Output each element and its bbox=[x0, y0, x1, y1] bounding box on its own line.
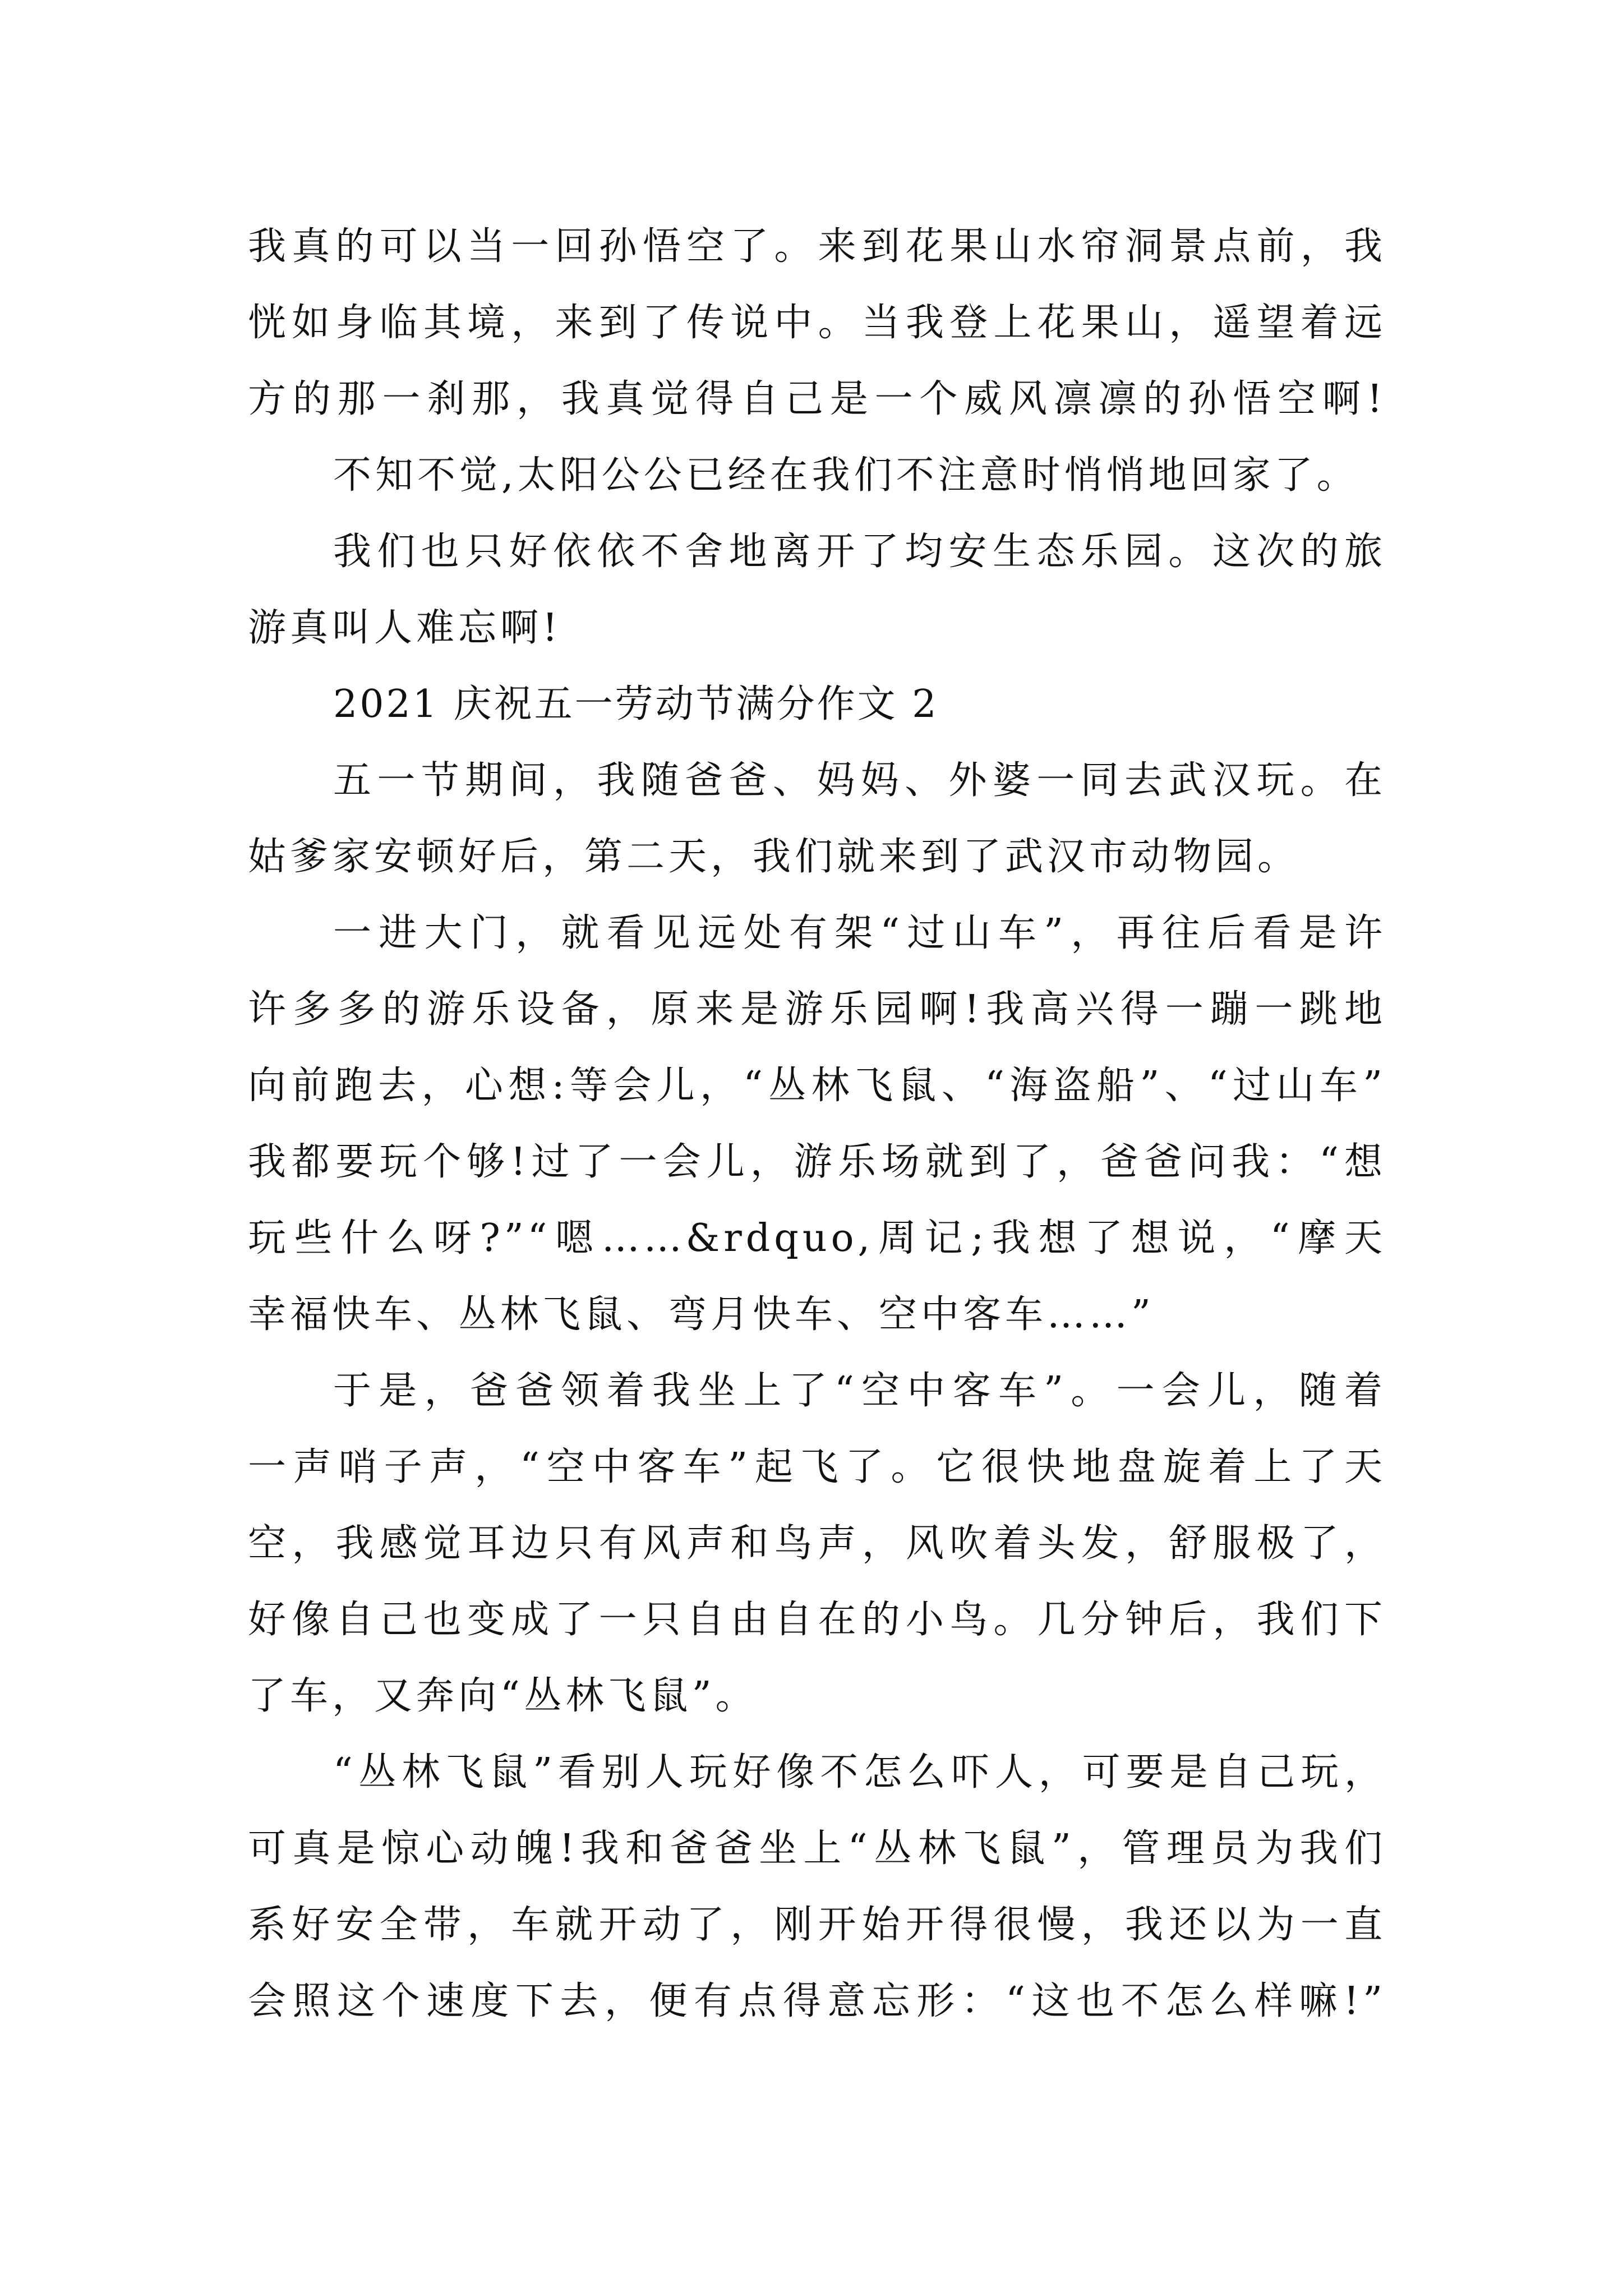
text-line: 不知不觉,太阳公公已经在我们不注意时悄悄地回家了。 bbox=[333, 453, 1359, 498]
text-line: 游真叫人难忘啊! bbox=[248, 606, 562, 650]
text-line: 于是，爸爸领着我坐上了“空中客车”。一会儿，随着 bbox=[333, 1369, 1386, 1413]
text-line: 方的那一刹那，我真觉得自己是一个威风凛凛的孙悟空啊! bbox=[248, 377, 1386, 421]
text-line: 我们也只好依依不舍地离开了均安生态乐园。这次的旅 bbox=[333, 530, 1386, 574]
text-line: 空，我感觉耳边只有风声和鸟声，风吹着头发，舒服极了， bbox=[248, 1521, 1386, 1566]
text-line: 一进大门，就看见远处有架“过山车”，再往后看是许 bbox=[333, 911, 1386, 955]
text-line: 了车，又奔向“丛林飞鼠”。 bbox=[248, 1674, 758, 1718]
text-line: 一声哨子声，“空中客车”起飞了。它很快地盘旋着上了天 bbox=[248, 1445, 1386, 1489]
text-line: 许多多的游乐设备，原来是游乐园啊!我高兴得一蹦一跳地 bbox=[248, 987, 1386, 1032]
text-line: 会照这个速度下去，便有点得意忘形：“这也不怎么样嘛!” bbox=[248, 1979, 1386, 2023]
text-line: 可真是惊心动魄!我和爸爸坐上“丛林飞鼠”，管理员为我们 bbox=[248, 1826, 1386, 1871]
text-line: 五一节期间，我随爸爸、妈妈、外婆一同去武汉玩。在 bbox=[333, 758, 1386, 803]
text-line: 姑爹家安顿好后，第二天，我们就来到了武汉市动物园。 bbox=[248, 835, 1300, 879]
text-line: 我真的可以当一回孙悟空了。来到花果山水帘洞景点前，我 bbox=[248, 224, 1386, 269]
text-line: 向前跑去，心想:等会儿，“丛林飞鼠、“海盗船”、“过山车” bbox=[248, 1064, 1386, 1108]
section-title: 2021 庆祝五一劳动节满分作文 2 bbox=[333, 682, 939, 726]
text-line: 恍如身临其境，来到了传说中。当我登上花果山，遥望着远 bbox=[248, 301, 1386, 345]
text-line: 幸福快车、丛林飞鼠、弯月快车、空中客车……” bbox=[248, 1292, 1155, 1337]
text-line: 好像自己也变成了一只自由自在的小鸟。几分钟后，我们下 bbox=[248, 1598, 1386, 1642]
text-line: 系好安全带，车就开动了，刚开始开得很慢，我还以为一直 bbox=[248, 1903, 1386, 1947]
text-line: “丛林飞鼠”看别人玩好像不怎么吓人，可要是自己玩， bbox=[333, 1750, 1386, 1795]
text-line: 玩些什么呀?”“嗯……&rdquo,周记;我想了想说，“摩天 bbox=[248, 1216, 1386, 1260]
document-body bbox=[248, 209, 1386, 2040]
text-line: 我都要玩个够!过了一会儿，游乐场就到了，爸爸问我：“想 bbox=[248, 1140, 1386, 1184]
